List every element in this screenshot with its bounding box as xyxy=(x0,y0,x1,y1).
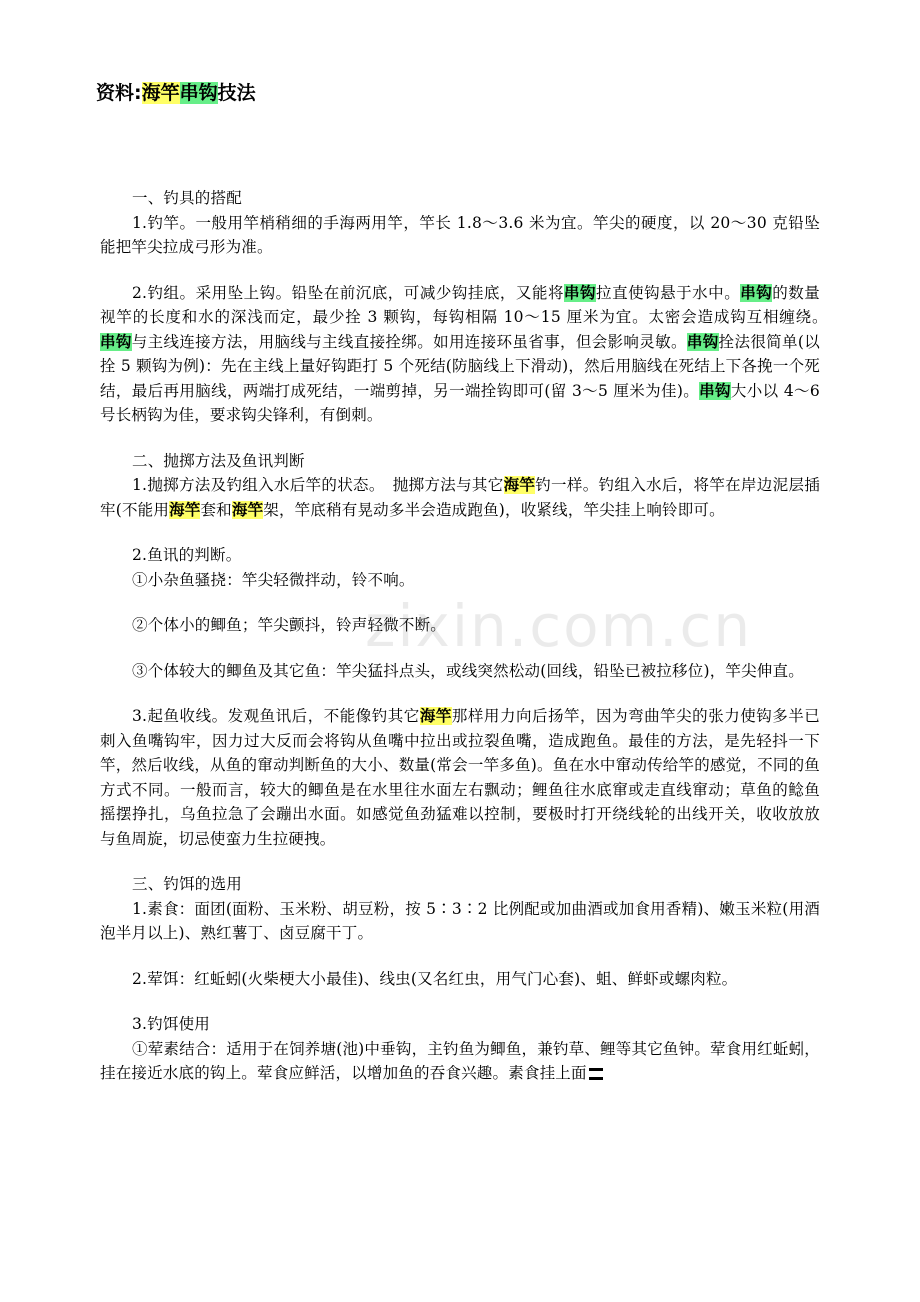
continuation-mark-icon xyxy=(589,1068,603,1080)
text-run: 那样用力向后扬竿，因为弯曲竿尖的张力使钩多半已刺入鱼嘴钩牢，因力过大反而会将钩从鱼嘴中拉出或拉裂鱼嘴，造成跑鱼。最佳的方法，是先轻抖一下竿，然后收线，从鱼的窜动判断鱼的大小、数量(常会一竿多鱼)。鱼在水中窜动传给竿的感觉，不同的鱼方式不同。一般而言，较大的鲫鱼是在水里往水面左右飘动；鲤鱼往水底窜或走直线窜动；草鱼的鲶鱼摇摆挣扎，乌鱼拉急了会蹦出水面。如感觉鱼劲猛难以控制，要极时打开绕线轮的出线开关，收收放放与鱼周旋，切忌使蛮力生拉硬拽。 xyxy=(100,707,821,848)
title-prefix: 资料: xyxy=(96,82,142,104)
document-body xyxy=(100,186,836,1107)
keyword-chuangou: 串钩 xyxy=(686,332,719,351)
text-run: 的数量视竿的长度和水的深浅而定，最少拴 3 颗钩，每钩相隔 10～15 厘米为宜。太密会造成钩互相缠绕。 xyxy=(100,283,836,326)
section-1-para-1: 1.钓竿。一般用竿梢稍细的手海两用竿，竿长 1.8～3.6 米为宜。竿尖的硬度，以 20～30 克铅坠能把竿尖拉成弓形为准。 xyxy=(100,213,820,256)
text-run: 套和 xyxy=(200,500,232,519)
section-3-para-1: 1.素食：面团(面粉、玉米粉、胡豆粉，按 5∶3∶2 比例配或加曲酒或加食用香精)、嫩玉米粒(用酒泡半月以上)、熟红薯丁、卤豆腐干丁。 xyxy=(100,899,820,942)
keyword-haigan: 海竿 xyxy=(503,476,536,494)
section-2-para-5 xyxy=(100,704,820,851)
section-3-para-2: 2.荤饵：红蚯蚓(火柴梗大小最佳)、线虫(又名红虫，用气门心套)、蛆、鲜虾或螺肉粒。 xyxy=(132,969,738,988)
text-run: 2.钓组。采用坠上钩。铅坠在前沉底，可减少钩挂底，又能将 xyxy=(132,283,564,302)
keyword-haigan: 海竿 xyxy=(169,500,201,519)
keyword-haigan: 海竿 xyxy=(419,707,452,725)
watermark-text: zixin.com.cn xyxy=(365,592,753,660)
text-run: 钓一样。钓组入水后，将竿在岸边泥层插牢(不能用 xyxy=(100,476,820,519)
keyword-chuangou: 串钩 xyxy=(740,283,773,302)
section-3-para-3 xyxy=(100,1037,820,1086)
keyword-chuangou: 串钩 xyxy=(699,381,731,400)
text-run: 拉直使钩悬于水中。 xyxy=(596,283,741,302)
title-highlight-chuangou: 串钩 xyxy=(179,82,218,104)
section-3-para-3-heading: 3.钓饵使用 xyxy=(132,1015,210,1033)
section-2-para-2-heading: 2.鱼讯的判断。 xyxy=(132,546,242,564)
document-title xyxy=(96,80,256,106)
keyword-haigan: 海竿 xyxy=(231,500,264,519)
section-2-para-2: ①小杂鱼骚挠：竿尖轻微拌动，铃不响。 xyxy=(132,570,415,589)
section-2-heading: 二、抛掷方法及鱼讯判断 xyxy=(132,451,305,470)
text-run: 3.起鱼收线。发观鱼讯后，不能像钓其它 xyxy=(132,707,420,725)
keyword-chuangou: 串钩 xyxy=(100,332,132,351)
text-run: 架，竿底稍有晃动多半会造成跑鱼)，收紧线，竿尖挂上响铃即可。 xyxy=(263,500,725,519)
text-run: ①荤素结合：适用于在饲养塘(池)中垂钩，主钓鱼为鲫鱼，兼钓草、鲤等其它鱼钟。荤食用红蚯蚓，挂在接近水底的钩上。荤食应鲜活，以增加鱼的吞食兴趣。素食挂上面 xyxy=(100,1039,820,1082)
title-suffix: 技法 xyxy=(217,82,256,104)
title-highlight-haigan: 海竿 xyxy=(141,82,180,104)
section-1-heading: 一、钓具的搭配 xyxy=(132,189,242,207)
section-3-heading: 三、钓饵的选用 xyxy=(132,875,242,893)
keyword-chuangou: 串钩 xyxy=(564,283,597,302)
text-run: 拴法很简单(以拴 5 颗钩为例)：先在主线上量好钩距打 5 个死结(防脑线上下滑动)，然后用脑线在死结上下各挽一个死结，最后再用脑线，两端打成死结，一端剪掉，另一端拴钩即可(留 3～5 厘米为佳)。 xyxy=(100,332,821,400)
section-2-para-1 xyxy=(100,473,820,522)
section-1-para-2 xyxy=(100,281,836,428)
section-2-para-3: ②个体小的鲫鱼；竿尖颤抖，铃声轻微不断。 xyxy=(132,616,447,634)
text-run: 大小以 4～6 号长柄钩为佳，要求钩尖锋利，有倒刺。 xyxy=(100,381,820,424)
text-run: 与主线连接方法，用脑线与主线直接拴绑。如用连接环虽省事，但会影响灵敏。 xyxy=(131,332,687,351)
section-2-para-4: ③个体较大的鲫鱼及其它鱼：竿尖猛抖点头，或线突然松动(回线，铅坠已被拉移位)，竿尖伸直。 xyxy=(132,661,804,680)
text-run: 1.抛掷方法及钓组入水后竿的状态。 抛掷方法与其它 xyxy=(132,476,504,494)
